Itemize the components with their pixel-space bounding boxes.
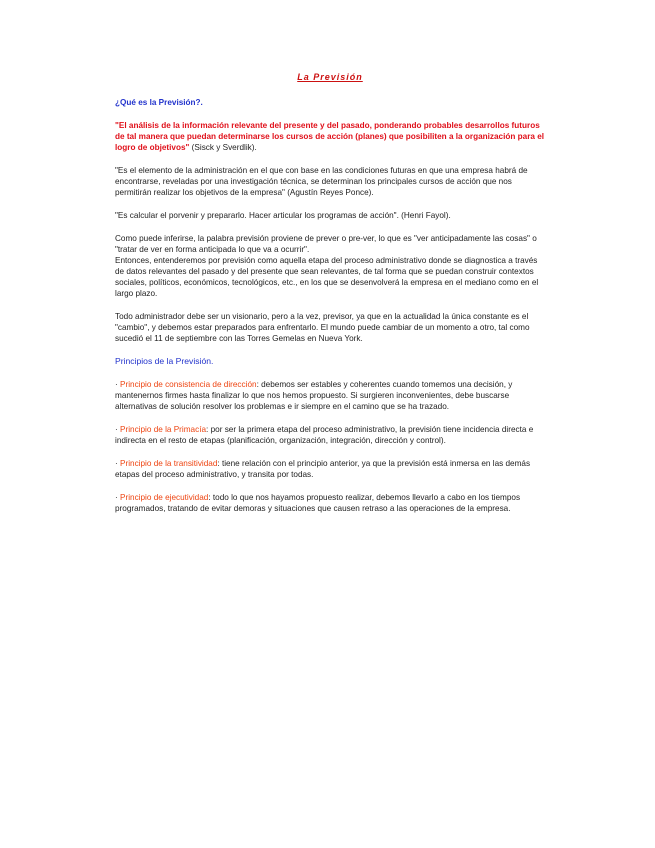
principles-heading: Principios de la Previsión. — [115, 356, 214, 366]
document-page — [115, 72, 545, 526]
definition-quote: "El análisis de la información relevante del presente y del pasado, ponderando probables desarrollos futuros de tal manera que puedan determinarse los cursos de acción (planes) que posibiliten a la organización para el logro de objetivos" — [115, 121, 545, 152]
bullet: · — [115, 459, 121, 468]
bullet: · — [115, 493, 121, 502]
inference-paragraph — [115, 233, 545, 299]
principle-item — [115, 424, 545, 446]
principle-text: : por ser la primera etapa del proceso administrativo, la previsión tiene incidencia directa e indirecta en el resto de etapas (planificación, organización, integración, dirección y control). — [115, 425, 534, 445]
principle-item — [115, 379, 545, 412]
principle-text: : tiene relación con el principio anterior, ya que la previsión está inmersa en las demás etapas del proceso administrativo, y transita por todas. — [115, 459, 531, 479]
principle-name: Principio de ejecutividad — [120, 493, 209, 502]
principle-name: Principio de la Primacía — [120, 425, 207, 434]
bullet: · — [115, 380, 121, 389]
visionary-paragraph: Todo administrador debe ser un visionario, pero a la vez, previsor, ya que en la actualidad la única constante es el "cambio", y debemos estar preparados para enfrentarlo. El mundo puede cambiar de un momento a otro, tal como sucedió el 11 de septiembre con las Torres Gemelas en Nueva York. — [115, 312, 530, 343]
definition-paragraph — [115, 120, 545, 153]
principle-name: Principio de la transitividad — [120, 459, 218, 468]
inference-text: Como puede inferirse, la palabra previsión proviene de prever o pre-ver, lo que es "ver anticipadamente las cosas" o "tratar de ver en forma anticipada lo que va a ocurrir". — [115, 234, 537, 254]
definition-author: (Sisck y Sverdlik). — [189, 143, 257, 152]
principle-item — [115, 492, 545, 514]
reyes-ponce-quote: "Es el elemento de la administración en el que con base en las condiciones futuras en que una empresa habrá de encontrarse, reveladas por una investigación técnica, se determinan los principales cursos de acción que nos permitirán realizar los objetivos de la empresa" (Agustín Reyes Ponce). — [115, 166, 528, 197]
fayol-quote: "Es calcular el porvenir y prepararlo. Hacer articular los programas de acción". (Henri Fayol). — [115, 211, 451, 220]
document-title: La Previsión — [297, 72, 363, 82]
principle-text: : debemos ser estables y coherentes cuando tomemos una decisión, y mantenernos firmes hasta finalizar lo que nos hemos propuesto. Si surgieren inconvenientes, debe buscarse alternativas de solución resolver los problemas e ir siempre en el camino que se ha trazado. — [115, 380, 513, 411]
principle-item — [115, 458, 545, 480]
bullet: · — [115, 425, 121, 434]
principle-text: : todo lo que nos hayamos propuesto realizar, debemos llevarlo a cabo en los tiempos programados, tratando de evitar demoras y situaciones que causen retraso a las operaciones de la empresa. — [115, 493, 521, 513]
question-heading: ¿Qué es la Previsión?. — [115, 98, 203, 107]
principle-name: Principio de consistencia de dirección — [120, 380, 257, 389]
definition-text: Entonces, entenderemos por previsión como aquella etapa del proceso administrativo donde se diagnostica a través de datos relevantes del pasado y del presente que sean relevantes, de tal forma que se puedan construir contextos sociales, políticos, económicos, tecnológicos, etc., en los que se desenvolverá la empresa en el mediano como en el largo plazo. — [115, 256, 539, 298]
